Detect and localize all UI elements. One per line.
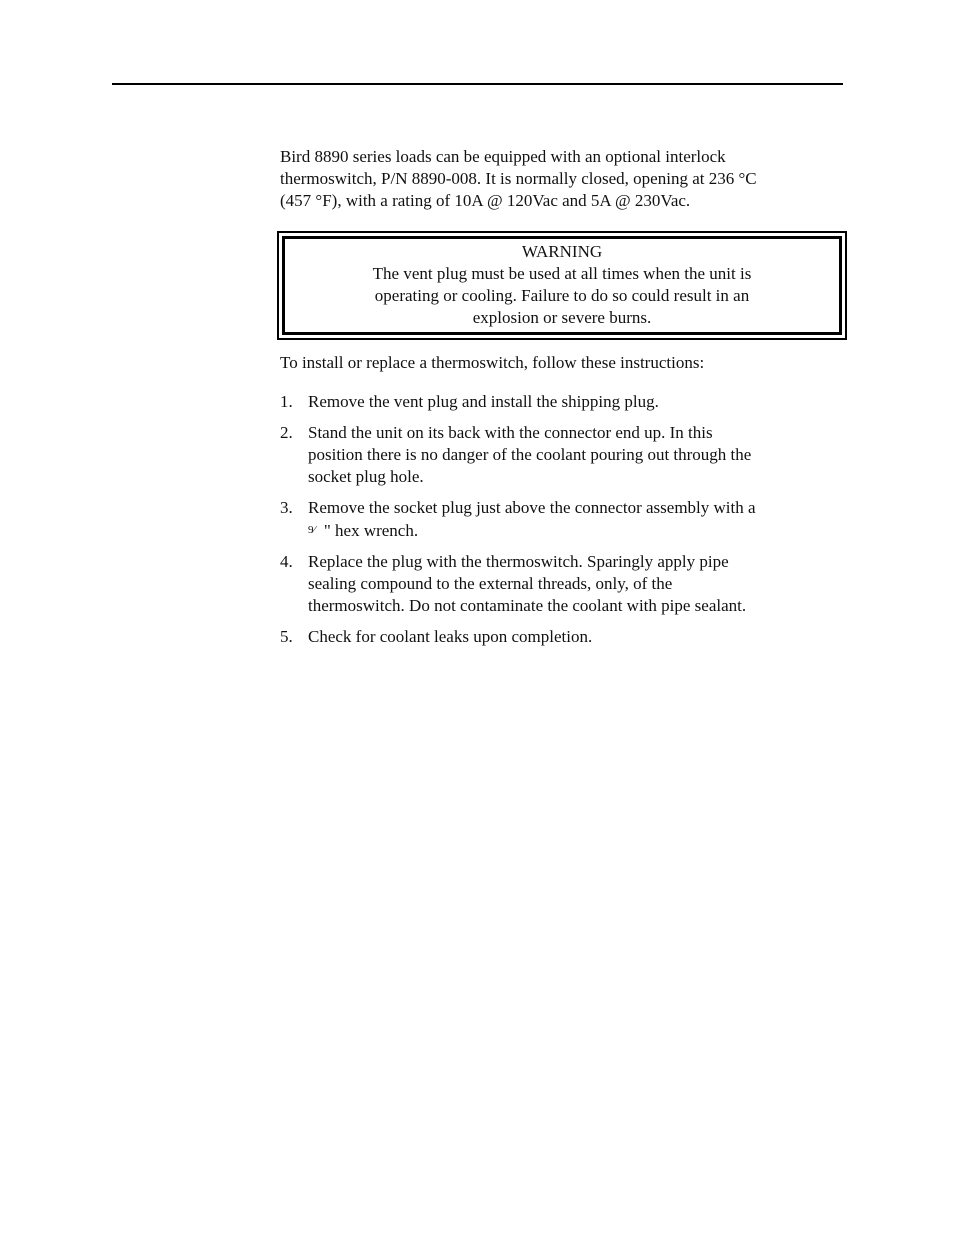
warning-box — [277, 231, 847, 340]
intro-line: thermoswitch, P/N 8890-008. It is normally closed, opening at 236 °C — [280, 169, 757, 188]
step-number: 2. — [280, 423, 293, 442]
header-rule — [112, 83, 843, 85]
warning-text-line: operating or cooling. Failure to do so could result in an — [374, 286, 750, 305]
step-number: 3. — [280, 498, 293, 517]
step-line: thermoswitch. Do not contaminate the coolant with pipe sealant. — [308, 596, 747, 615]
step-number: 1. — [280, 392, 293, 411]
warning-text-line: explosion or severe burns. — [472, 308, 652, 327]
step-line-fraction — [308, 519, 840, 542]
main-content — [280, 146, 846, 657]
step-line: socket plug hole. — [308, 467, 424, 486]
step-number: 4. — [280, 552, 293, 571]
step-number: 5. — [280, 627, 293, 646]
step-item — [280, 551, 846, 617]
step-line: Check for coolant leaks upon completion. — [308, 627, 593, 646]
step-line: position there is no danger of the coolant pouring out through the — [308, 445, 752, 464]
intro-line: (457 °F), with a rating of 10A @ 120Vac and 5A @ 230Vac. — [280, 191, 691, 210]
step-item — [280, 422, 846, 488]
warning-text-line: The vent plug must be used at all times when the unit is — [372, 264, 752, 283]
instructions-intro: To install or replace a thermoswitch, follow these instructions: — [280, 353, 705, 372]
intro-paragraph — [280, 146, 840, 212]
fraction-symbol: 9⁄ — [308, 524, 316, 536]
step-line: Remove the vent plug and install the shipping plug. — [308, 392, 659, 411]
step-item — [280, 391, 846, 413]
step-line: sealing compound to the external threads, only, of the — [308, 574, 673, 593]
step-line-suffix: " hex wrench. — [323, 521, 419, 540]
step-item — [280, 626, 846, 648]
step-text — [308, 422, 840, 488]
step-text — [308, 497, 840, 542]
step-line: Stand the unit on its back with the connector end up. In this — [308, 423, 713, 442]
step-item — [280, 497, 846, 542]
intro-line: Bird 8890 series loads can be equipped with an optional interlock — [280, 147, 726, 166]
warning-box-inner — [282, 236, 842, 335]
warning-title: WARNING — [521, 242, 603, 261]
step-text — [308, 626, 840, 648]
step-line: Remove the socket plug just above the connector assembly with a — [308, 498, 756, 517]
step-text — [308, 391, 840, 413]
step-text — [308, 551, 840, 617]
instruction-steps — [280, 391, 846, 648]
step-line: Replace the plug with the thermoswitch. Sparingly apply pipe — [308, 552, 729, 571]
